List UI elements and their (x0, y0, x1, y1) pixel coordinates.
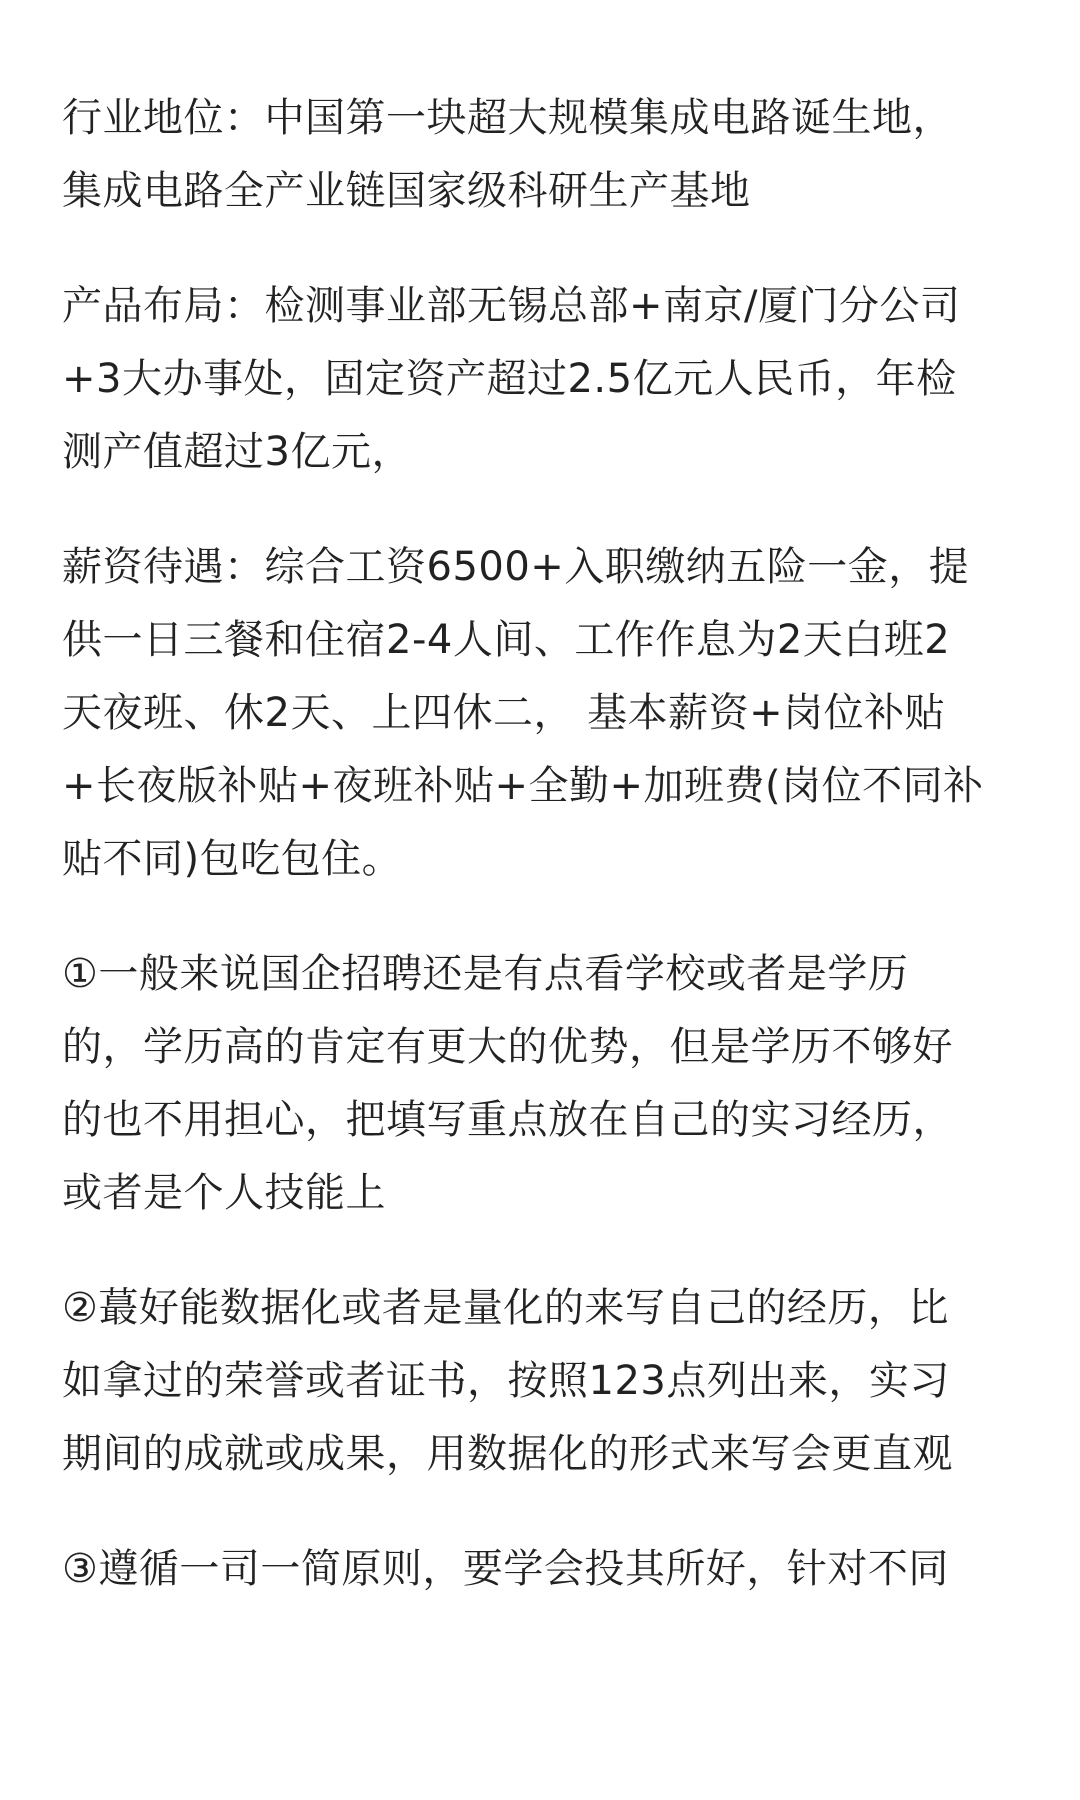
text-line: ②蕞好能数据化或者是量化的来写自己的经历，比 (62, 1285, 949, 1331)
text-line: 集成电路全产业链国家级科研生产基地 (62, 168, 751, 214)
text-line: 测产值超过3亿元， (62, 429, 412, 475)
text-line: +3大办事处，固定资产超过2.5亿元人民币，年检 (62, 356, 957, 402)
text-line: +长夜版补贴+夜班补贴+全勤+加班费(岗位不同补 (62, 763, 984, 809)
text-line: 如拿过的荣誉或者证书，按照123点列出来，实习 (62, 1358, 950, 1404)
text-line: 贴不同)包吃包住。 (62, 836, 403, 882)
text-line: 或者是个人技能上 (62, 1170, 386, 1216)
text-line: 薪资待遇：综合工资6500+入职缴纳五险一金，提 (62, 544, 970, 590)
text-line: 天夜班、休2天、上四休二， 基本薪资+岗位补贴 (62, 690, 946, 736)
text-line: 的，学历高的肯定有更大的优势，但是学历不够好 (62, 1024, 953, 1070)
text-line: ③遵循一司一简原则，要学会投其所好，针对不同 (62, 1546, 949, 1592)
text-line: 行业地位：中国第一块超大规模集成电路诞生地， (62, 95, 953, 141)
text-line: ①一般来说国企招聘还是有点看学校或者是学历 (62, 951, 909, 997)
paragraph-salary-benefits (62, 531, 1022, 896)
paragraph-industry-status (62, 82, 1022, 228)
paragraph-tip-3 (62, 1533, 1022, 1606)
paragraph-tip-2 (62, 1272, 1022, 1491)
text-line: 产品布局：检测事业部无锡总部+南京/厦门分公司 (62, 283, 961, 329)
text-line: 供一日三餐和住宿2-4人间、工作作息为2天白班2 (62, 617, 951, 663)
text-line: 的也不用担心，把填写重点放在自己的实习经历， (62, 1097, 953, 1143)
paragraph-product-layout (62, 270, 1022, 489)
article-body (62, 82, 1022, 1648)
text-line: 期间的成就或成果，用数据化的形式来写会更直观 (62, 1431, 953, 1477)
paragraph-tip-1 (62, 938, 1022, 1230)
